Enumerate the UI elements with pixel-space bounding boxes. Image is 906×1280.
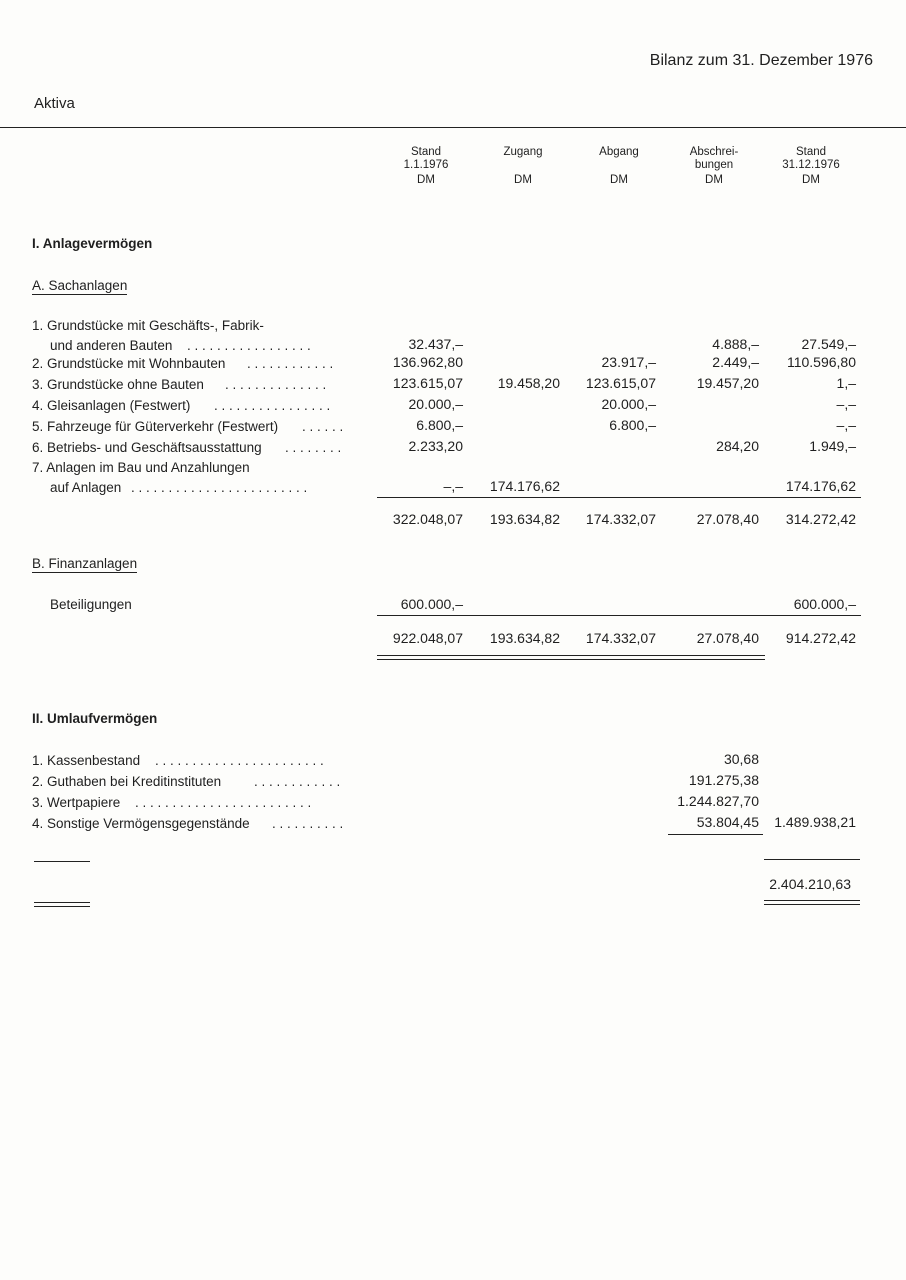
- dot-leader: . . . . . . . . . . . . . . . . . . . . . . . .: [135, 795, 312, 810]
- grand-total-double-rule: [764, 900, 860, 901]
- row-label: 7. Anlagen im Bau und Anzahlungen: [32, 460, 250, 475]
- subtotal-rule: [377, 615, 861, 616]
- sum-rule: [764, 859, 860, 860]
- value-cell: 123.615,07: [392, 375, 463, 391]
- total-value: 27.078,40: [696, 630, 759, 646]
- value-cell: 19.457,20: [696, 375, 759, 391]
- value-cell: 136.962,80: [392, 354, 463, 370]
- left-double-rule: [34, 906, 90, 907]
- value-cell: 284,20: [716, 438, 759, 454]
- dot-leader: . . . . . . . . . . . . . . . . .: [187, 338, 311, 353]
- row-label: 6. Betriebs- und Geschäftsausstattung: [32, 440, 262, 455]
- col-header-abgang: Abgang DM: [599, 146, 639, 186]
- value-cell: 2.449,–: [712, 354, 759, 370]
- total-value: 174.332,07: [585, 630, 656, 646]
- row-label-cont: und anderen Bauten: [50, 338, 173, 353]
- value-cell: 191.275,38: [688, 772, 759, 788]
- row-label: 5. Fahrzeuge für Güterverkehr (Festwert): [32, 419, 279, 434]
- value-cell: 6.800,–: [609, 417, 656, 433]
- total-value: 193.634,82: [489, 511, 560, 527]
- subtotal-rule: [377, 497, 861, 498]
- double-rule: [377, 655, 765, 656]
- dot-leader: . . . . . . . . . . . . . .: [225, 377, 327, 392]
- value-cell: 53.804,45: [696, 814, 759, 830]
- value-cell: 1.949,–: [809, 438, 856, 454]
- row-label: Beteiligungen: [50, 597, 132, 612]
- value-cell: 6.800,–: [416, 417, 463, 433]
- row-label-cont: auf Anlagen: [50, 480, 122, 495]
- value-cell: 123.615,07: [585, 375, 656, 391]
- row-label: 2. Grundstücke mit Wohnbauten: [32, 356, 226, 371]
- value-cell: 1,–: [836, 375, 856, 391]
- row-label: 4. Sonstige Vermögensgegenstände: [32, 816, 250, 831]
- value-cell: 27.549,–: [801, 336, 856, 352]
- value-cell: 2.233,20: [408, 438, 463, 454]
- value-cell: 1.244.827,70: [677, 793, 759, 809]
- value-cell: 110.596,80: [786, 354, 856, 370]
- row-label: 4. Gleisanlagen (Festwert): [32, 398, 191, 413]
- double-rule: [377, 659, 765, 660]
- row-label: 3. Grundstücke ohne Bauten: [32, 377, 204, 392]
- total-value: 27.078,40: [696, 511, 759, 527]
- grand-total: 2.404.210,63: [769, 876, 851, 892]
- subsection-sachanlagen: A. Sachanlagen: [32, 278, 128, 293]
- umlauf-total: 1.489.938,21: [774, 814, 856, 830]
- dot-leader: . . . . . . . . . .: [272, 816, 344, 831]
- subsection-finanzanlagen: B. Finanzanlagen: [32, 556, 138, 571]
- value-cell: 30,68: [723, 751, 759, 767]
- value-cell: 4.888,–: [712, 336, 759, 352]
- col-header-zugang: Zugang DM: [503, 146, 543, 186]
- left-double-rule: [34, 902, 90, 903]
- col-header-stand-start: Stand 1.1.1976 DM: [403, 146, 449, 186]
- total-value: 914.272,42: [785, 630, 856, 646]
- row-label: 3. Wertpapiere: [32, 795, 121, 810]
- row-label: 1. Grundstücke mit Geschäfts-, Fabrik-: [32, 318, 264, 333]
- value-cell: 23.917,–: [601, 354, 656, 370]
- value-cell: 20.000,–: [408, 396, 463, 412]
- dot-leader: . . . . . . . . . . . . . . . . . . . . . . . .: [131, 480, 308, 495]
- dot-leader: . . . . . . . . . . . .: [254, 774, 341, 789]
- dot-leader: . . . . . . . . . . . .: [247, 356, 334, 371]
- total-value: 174.332,07: [585, 511, 656, 527]
- dot-leader: . . . . . . . . . . . . . . . .: [214, 398, 331, 413]
- balance-sheet-title: Bilanz zum 31. Dezember 1976: [649, 52, 873, 69]
- dot-leader: . . . . . . . .: [285, 440, 342, 455]
- left-rule: [34, 861, 90, 862]
- col-header-abschreibungen: Abschrei- bungen DM: [689, 146, 739, 186]
- value-cell: 19.458,20: [497, 375, 560, 391]
- grand-total-double-rule: [764, 904, 860, 905]
- dot-leader: . . . . . . . . . . . . . . . . . . . . . . .: [155, 753, 324, 768]
- total-value: 322.048,07: [392, 511, 463, 527]
- value-cell: 600.000,–: [400, 596, 463, 612]
- col-header-stand-end: Stand 31.12.1976 DM: [782, 146, 840, 186]
- aktiva-label: Aktiva: [34, 95, 75, 112]
- value-cell: 20.000,–: [601, 396, 656, 412]
- value-cell: –,–: [836, 396, 856, 412]
- value-cell: –,–: [836, 417, 856, 433]
- total-value: 314.272,42: [785, 511, 856, 527]
- top-rule: [0, 127, 906, 128]
- total-value: 193.634,82: [489, 630, 560, 646]
- dot-leader: . . . . . .: [302, 419, 344, 434]
- row-label: 1. Kassenbestand: [32, 753, 141, 768]
- value-cell: 174.176,62: [785, 478, 856, 494]
- subtotal-rule: [668, 834, 763, 835]
- value-cell: 600.000,–: [793, 596, 856, 612]
- total-value: 922.048,07: [392, 630, 463, 646]
- row-label: 2. Guthaben bei Kreditinstituten: [32, 774, 222, 789]
- section-anlagevermoegen: I. Anlagevermögen: [32, 236, 153, 251]
- value-cell: –,–: [443, 478, 463, 494]
- section-umlaufvermoegen: II. Umlaufvermögen: [32, 711, 158, 726]
- value-cell: 174.176,62: [489, 478, 560, 494]
- value-cell: 32.437,–: [408, 336, 463, 352]
